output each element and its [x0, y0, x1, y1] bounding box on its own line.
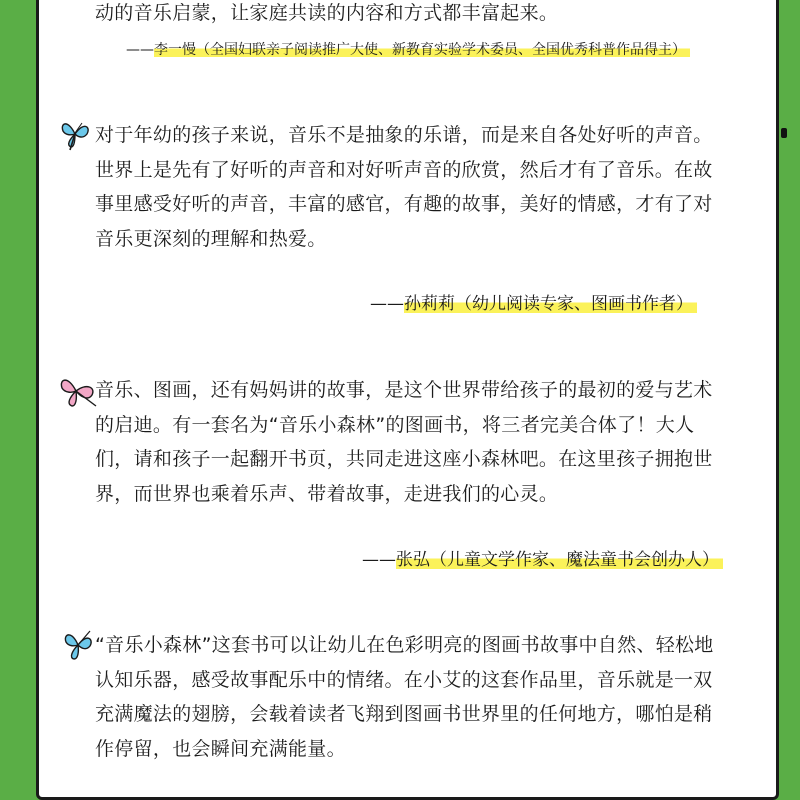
- butterfly-pink-icon: [56, 373, 98, 409]
- attribution-dash: ——: [370, 294, 404, 314]
- butterfly-blue-icon: [58, 117, 92, 151]
- quote-paragraph-zhang-hong: 音乐、图画，还有妈妈讲的故事，是这个世界带给孩子的最初的爱与艺术的启迪。有一套名为“音乐小森林”的图画书，将三者完美合体了！大人们，请和孩子一起翻开书页，共同走进这座小森林吧。在这里孩子拥抱世界，而世界也乘着乐声、带着故事，走进我们的心灵。: [95, 379, 713, 505]
- attribution-zhang-hong: [362, 548, 723, 572]
- attribution-text: 孙莉莉（幼儿阅读专家、图画书作者）: [404, 294, 697, 314]
- attribution-li-yiman: [126, 38, 690, 62]
- attribution-text: 张弘（儿童文学作家、魔法童书会创办人）: [396, 550, 723, 570]
- butterfly-blue-icon: [60, 627, 96, 663]
- attribution-dash: ——: [362, 550, 396, 570]
- quote-paragraph-sun-lili: 对于年幼的孩子来说，音乐不是抽象的乐谱，而是来自各处好听的声音。世界上是先有了好听的声音和对好听声音的欣赏，然后才有了音乐。在故事里感受好听的声音，丰富的感官，有趣的故事，美好的情感，才有了对音乐更深刻的理解和热爱。: [95, 124, 713, 250]
- attribution-text: 李一慢（全国妇联亲子阅读推广大使、新教育实验学术委员、全国优秀科普作品得主）: [154, 42, 690, 58]
- border-tick: [781, 128, 787, 138]
- attribution-dash: ——: [126, 42, 154, 58]
- attribution-sun-lili: [370, 292, 697, 316]
- quote-paragraph-music-forest: “音乐小森林”这套书可以让幼儿在色彩明亮的图画书故事中自然、轻松地认知乐器，感受故事配乐中的情绪。在小艾的这套作品里，音乐就是一双充满魔法的翅膀，会载着读者飞翔到图画书世界里的任何地方，哪怕是稍作停留，也会瞬间充满能量。: [95, 634, 714, 760]
- intro-tail-line: 动的音乐启蒙，让家庭共读的内容和方式都丰富起来。: [95, 2, 559, 24]
